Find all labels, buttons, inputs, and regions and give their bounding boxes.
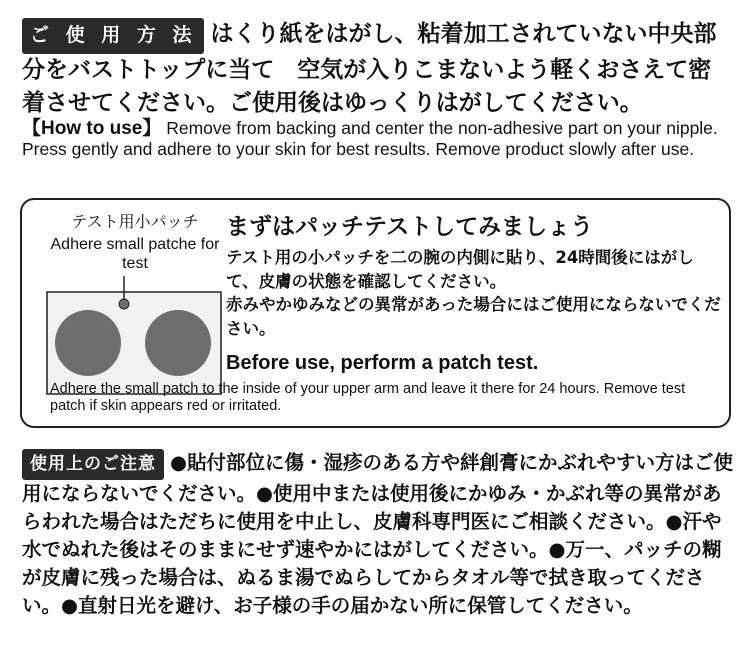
usage-text: はくり紙をはがし、粘着加工されていない中央部分をバストトップに当て 空気が入りこまないよう軽くおさえて密着させてください。ご使用後はゆっくりはがしてください。 [22, 21, 717, 116]
caution-label: 使用上のご注意 [22, 449, 164, 480]
patch-right [145, 310, 211, 376]
how-to-use-section [22, 118, 734, 159]
patch-test-box [20, 198, 731, 428]
patch-test-title-jp: まずはパッチテストしてみましょう [226, 214, 594, 240]
small-patch-label-en: Adhere small patche for test [50, 236, 220, 272]
patch-test-body-jp [226, 246, 722, 340]
patch-diagram [46, 276, 222, 396]
small-test-patch [119, 299, 129, 309]
small-patch-label-jp: テスト用小パッチ [71, 212, 199, 231]
how-to-use-text: Remove from backing and center the non-adhesive part on your nipple. Press gently and adhere to your skin for best results. Remove product slowly after use. [22, 118, 718, 159]
caution-text: ●貼付部位に傷・湿疹のある方や絆創膏にかぶれやすい方はご使用にならないでください。●使用中または使用後にかゆみ・かぶれ等の異常があらわれた場合はただちに使用を中止し、皮膚科専門医にご相談ください。●汗や水でぬれた後はそのままにせず速やかにはがしてください。●万一、パッチの糊が皮膚に残った場合は、ぬるま湯でぬらしてからタオル等で拭き取ってください。●直射日光を避け、お子様の手の届かない所に保管してください。 [22, 451, 734, 617]
caution-section [22, 449, 734, 620]
how-to-use-label: 【How to use】 [22, 118, 162, 139]
usage-label: ご 使 用 方 法 [22, 18, 204, 54]
usage-section [22, 18, 734, 120]
patch-test-body-jp-2: 赤みやかゆみなどの異常があった場合にはご使用にならないでください。 [226, 295, 721, 338]
patch-test-body-jp-1: テスト用の小パッチを二の腕の内側に貼り、24時間後にはがして、皮膚の状態を確認してください。 [226, 248, 694, 291]
patch-test-body-en: Adhere the small patch to the inside of your upper arm and leave it there for 24 hours. Remove test patch if skin appears red or irritated. [50, 381, 686, 414]
patch-test-title-en: Before use, perform a patch test. [226, 352, 539, 374]
patch-left [55, 310, 121, 376]
